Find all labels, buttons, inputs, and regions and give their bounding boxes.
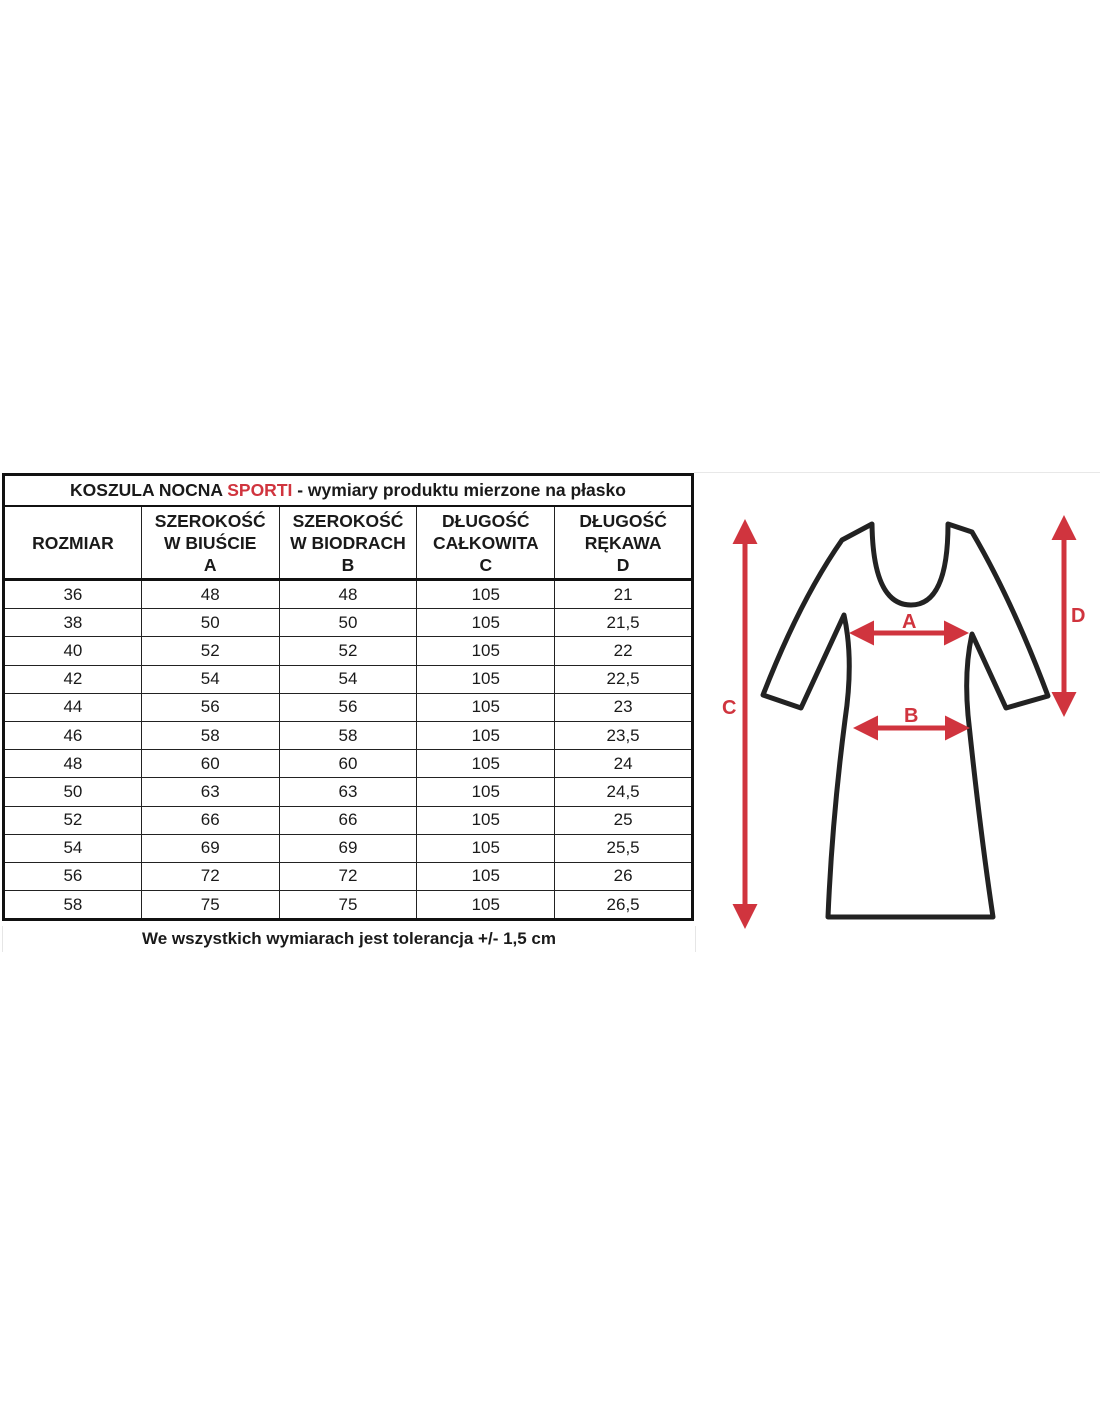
- header-hip-width: [279, 506, 417, 580]
- table-cell: 58: [279, 721, 417, 749]
- table-row: [4, 609, 693, 637]
- table-cell: 72: [279, 862, 417, 890]
- size-chart-table: [2, 473, 694, 921]
- table-cell: 105: [417, 665, 555, 693]
- table-cell: 105: [417, 609, 555, 637]
- table-cell: 52: [4, 806, 142, 834]
- header-line: DŁUGOŚĆ: [442, 510, 530, 531]
- table-cell: 21: [555, 580, 693, 609]
- table-row: [4, 693, 693, 721]
- table-cell: 46: [4, 721, 142, 749]
- dimension-b-label: B: [904, 705, 919, 727]
- table-row: [4, 778, 693, 806]
- header-line: RĘKAWA: [584, 532, 662, 553]
- title-prefix: KOSZULA NOCNA: [70, 480, 228, 500]
- table-cell: 40: [4, 637, 142, 665]
- table-cell: 50: [4, 778, 142, 806]
- table-title-row: [4, 475, 693, 507]
- table-cell: 54: [279, 665, 417, 693]
- table-cell: 56: [141, 693, 279, 721]
- header-line: D: [616, 554, 630, 575]
- table-row: [4, 834, 693, 862]
- table-cell: 56: [279, 693, 417, 721]
- table-cell: 56: [4, 862, 142, 890]
- table-cell: 105: [417, 580, 555, 609]
- table-cell: 105: [417, 862, 555, 890]
- table-cell: 58: [141, 721, 279, 749]
- dimension-c-label: C: [722, 697, 737, 719]
- table-cell: 24: [555, 750, 693, 778]
- table-row: [4, 750, 693, 778]
- divider: [694, 472, 1100, 473]
- table-cell: 105: [417, 891, 555, 920]
- table-cell: 25: [555, 806, 693, 834]
- table-row: [4, 637, 693, 665]
- header-rozmiar: [4, 506, 142, 580]
- header-sleeve-length: [555, 506, 693, 580]
- table-row: [4, 580, 693, 609]
- table-cell: 60: [279, 750, 417, 778]
- header-line: DŁUGOŚĆ: [579, 510, 667, 531]
- table-cell: 60: [141, 750, 279, 778]
- header-total-length: [417, 506, 555, 580]
- table-row: [4, 862, 693, 890]
- table-cell: 50: [141, 609, 279, 637]
- table-cell: 105: [417, 750, 555, 778]
- table-cell: 23: [555, 693, 693, 721]
- table-cell: 105: [417, 806, 555, 834]
- table-cell: 48: [279, 580, 417, 609]
- table-row: [4, 665, 693, 693]
- table-cell: 42: [4, 665, 142, 693]
- table-cell: 72: [141, 862, 279, 890]
- header-bust-width: [141, 506, 279, 580]
- header-line: W BIODRACH: [290, 532, 406, 553]
- title-suffix: - wymiary produktu mierzone na płasko: [292, 480, 626, 500]
- table-body: [4, 580, 693, 920]
- dimension-d-label: D: [1071, 605, 1086, 627]
- table-cell: 69: [141, 834, 279, 862]
- table-cell: 75: [141, 891, 279, 920]
- table-cell: 48: [141, 580, 279, 609]
- table-row: [4, 806, 693, 834]
- table-cell: 63: [141, 778, 279, 806]
- table-cell: 23,5: [555, 721, 693, 749]
- table-cell: 75: [279, 891, 417, 920]
- table-row: [4, 891, 693, 920]
- table-cell: 63: [279, 778, 417, 806]
- tolerance-note: We wszystkich wymiarach jest tolerancja +/- 1,5 cm: [2, 926, 696, 952]
- table-cell: 21,5: [555, 609, 693, 637]
- header-line: ROZMIAR: [32, 532, 114, 553]
- table-cell: 66: [141, 806, 279, 834]
- table-cell: 52: [279, 637, 417, 665]
- table-cell: 48: [4, 750, 142, 778]
- title-brand: SPORTI: [227, 480, 293, 500]
- table-cell: 26,5: [555, 891, 693, 920]
- table-cell: 69: [279, 834, 417, 862]
- table-cell: 38: [4, 609, 142, 637]
- table-cell: 44: [4, 693, 142, 721]
- header-line: SZEROKOŚĆ: [292, 510, 404, 531]
- table-row: [4, 721, 693, 749]
- table-cell: 105: [417, 693, 555, 721]
- table-cell: 54: [141, 665, 279, 693]
- dimension-a-label: A: [902, 611, 917, 633]
- table-cell: 22,5: [555, 665, 693, 693]
- table-cell: 105: [417, 637, 555, 665]
- header-line: C: [479, 554, 493, 575]
- table-cell: 54: [4, 834, 142, 862]
- table-cell: 105: [417, 778, 555, 806]
- header-line: B: [341, 554, 355, 575]
- table-cell: 66: [279, 806, 417, 834]
- table-title: [4, 475, 693, 507]
- table-header-row: [4, 506, 693, 580]
- table-cell: 105: [417, 834, 555, 862]
- nightgown-measurement-diagram: [700, 500, 1100, 940]
- header-line: A: [203, 554, 217, 575]
- header-line: CAŁKOWITA: [432, 532, 539, 553]
- table-cell: 105: [417, 721, 555, 749]
- table-cell: 25,5: [555, 834, 693, 862]
- table-cell: 50: [279, 609, 417, 637]
- table-cell: 22: [555, 637, 693, 665]
- header-line: SZEROKOŚĆ: [154, 510, 266, 531]
- table-cell: 58: [4, 891, 142, 920]
- table-cell: 36: [4, 580, 142, 609]
- header-line: W BIUŚCIE: [164, 532, 257, 553]
- table-cell: 52: [141, 637, 279, 665]
- table-cell: 26: [555, 862, 693, 890]
- table-cell: 24,5: [555, 778, 693, 806]
